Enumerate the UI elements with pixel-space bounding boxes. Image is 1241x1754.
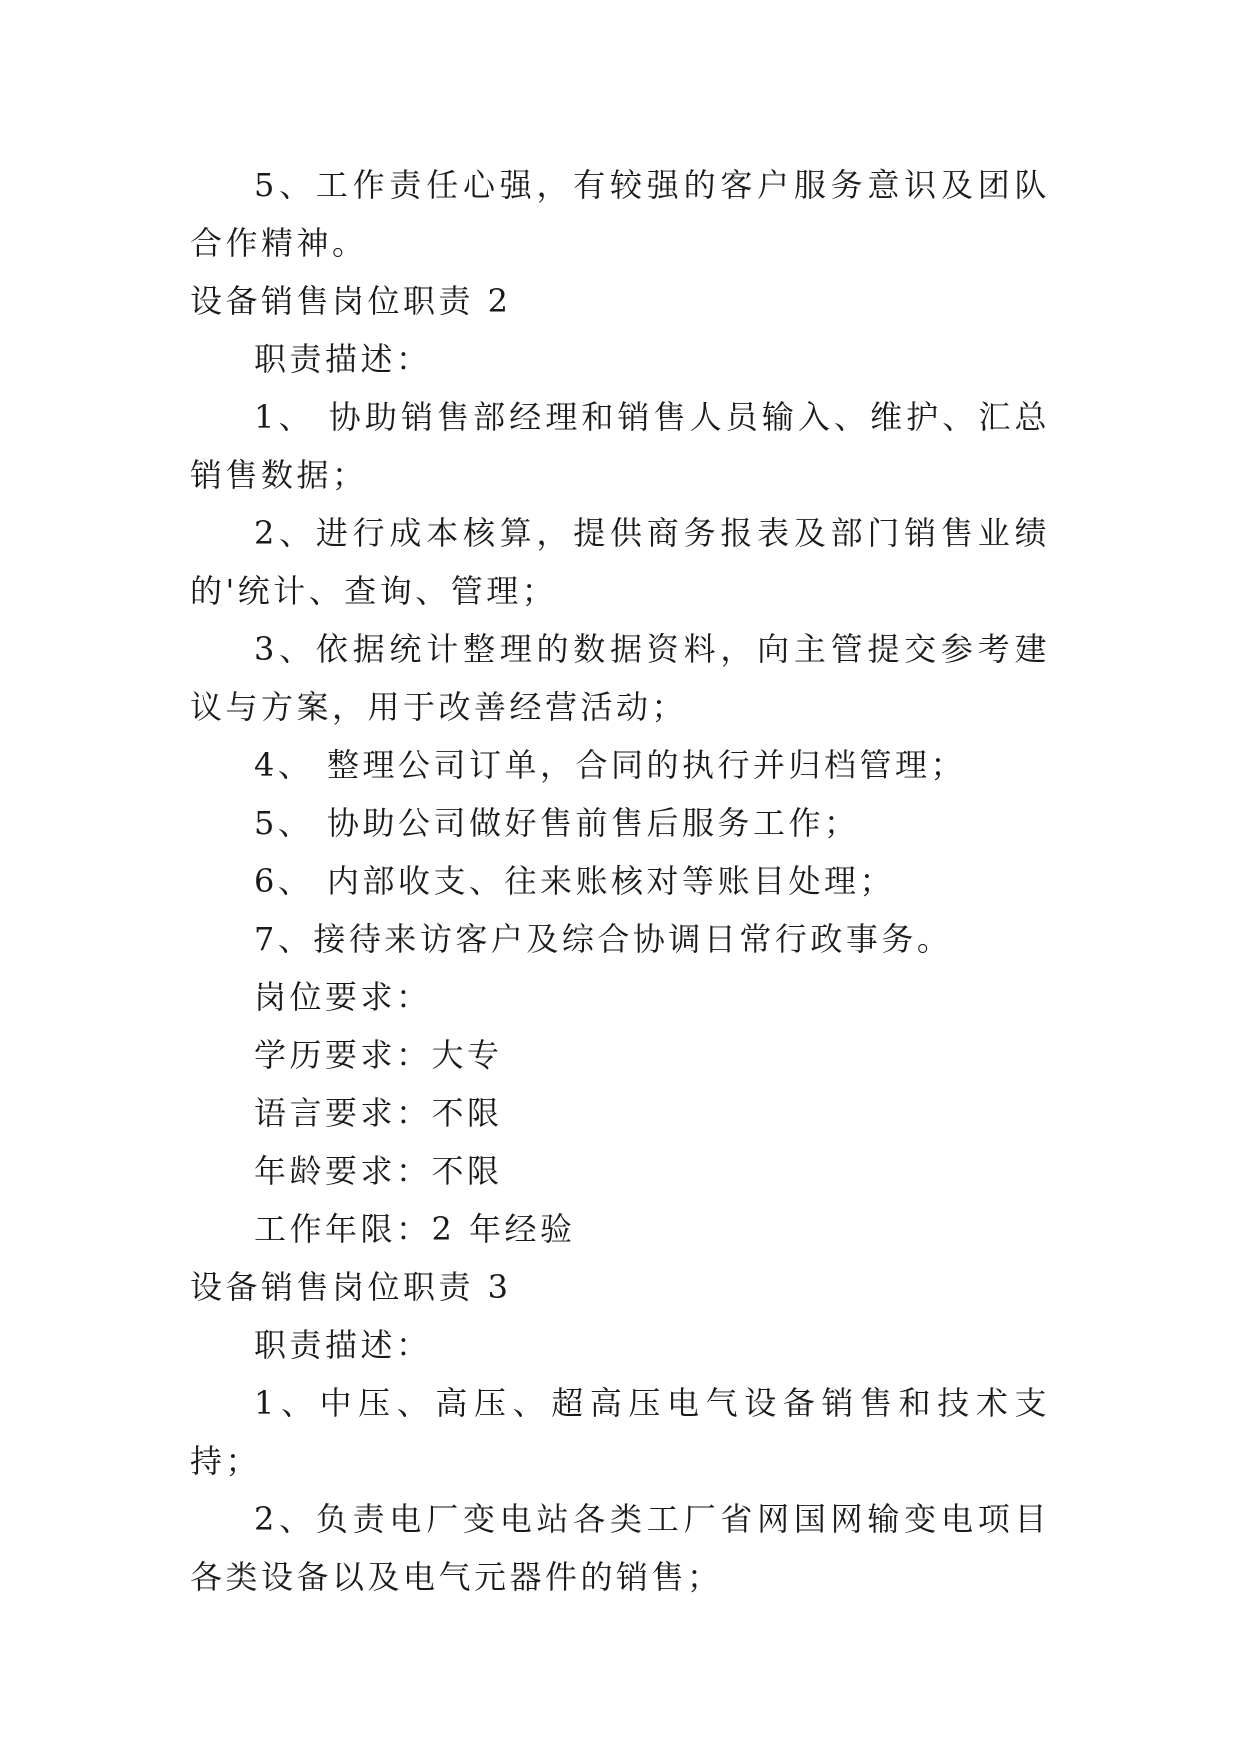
requirement-language: 语言要求：不限 <box>254 1094 503 1132</box>
duty-item-1: 1、 协助销售部经理和销售人员输入、维护、汇总销售数据； <box>190 398 1050 494</box>
requirement-experience: 工作年限：2 年经验 <box>254 1210 576 1248</box>
requirements-label: 岗位要求： <box>254 978 432 1016</box>
requirement-age: 年龄要求：不限 <box>254 1152 503 1190</box>
duty-item-3-2: 2、负责电厂变电站各类工厂省网国网输变电项目各类设备以及电气元器件的销售； <box>190 1500 1050 1596</box>
document-body <box>190 156 1050 1606</box>
section-heading-3: 设备销售岗位职责 3 <box>190 1268 512 1306</box>
duty-item-3: 3、依据统计整理的数据资料，向主管提交参考建议与方案，用于改善经营活动； <box>190 630 1050 726</box>
section-heading-2: 设备销售岗位职责 2 <box>190 282 512 320</box>
duties-label-3: 职责描述： <box>254 1326 432 1364</box>
duty-item-2: 2、进行成本核算，提供商务报表及部门销售业绩的'统计、查询、管理； <box>190 514 1050 610</box>
duties-label: 职责描述： <box>254 340 432 378</box>
duty-item-3-1: 1、中压、高压、超高压电气设备销售和技术支持； <box>190 1384 1050 1480</box>
duty-item-6: 6、 内部收支、往来账核对等账目处理； <box>254 862 896 900</box>
duty-item-5: 5、 协助公司做好售前售后服务工作； <box>254 804 860 842</box>
paragraph-item-5-teamwork: 5、工作责任心强，有较强的客户服务意识及团队合作精神。 <box>190 166 1050 262</box>
requirement-education: 学历要求：大专 <box>254 1036 503 1074</box>
duty-item-7: 7、接待来访客户及综合协调日常行政事务。 <box>254 920 953 958</box>
duty-item-4: 4、 整理公司订单，合同的执行并归档管理； <box>254 746 967 784</box>
